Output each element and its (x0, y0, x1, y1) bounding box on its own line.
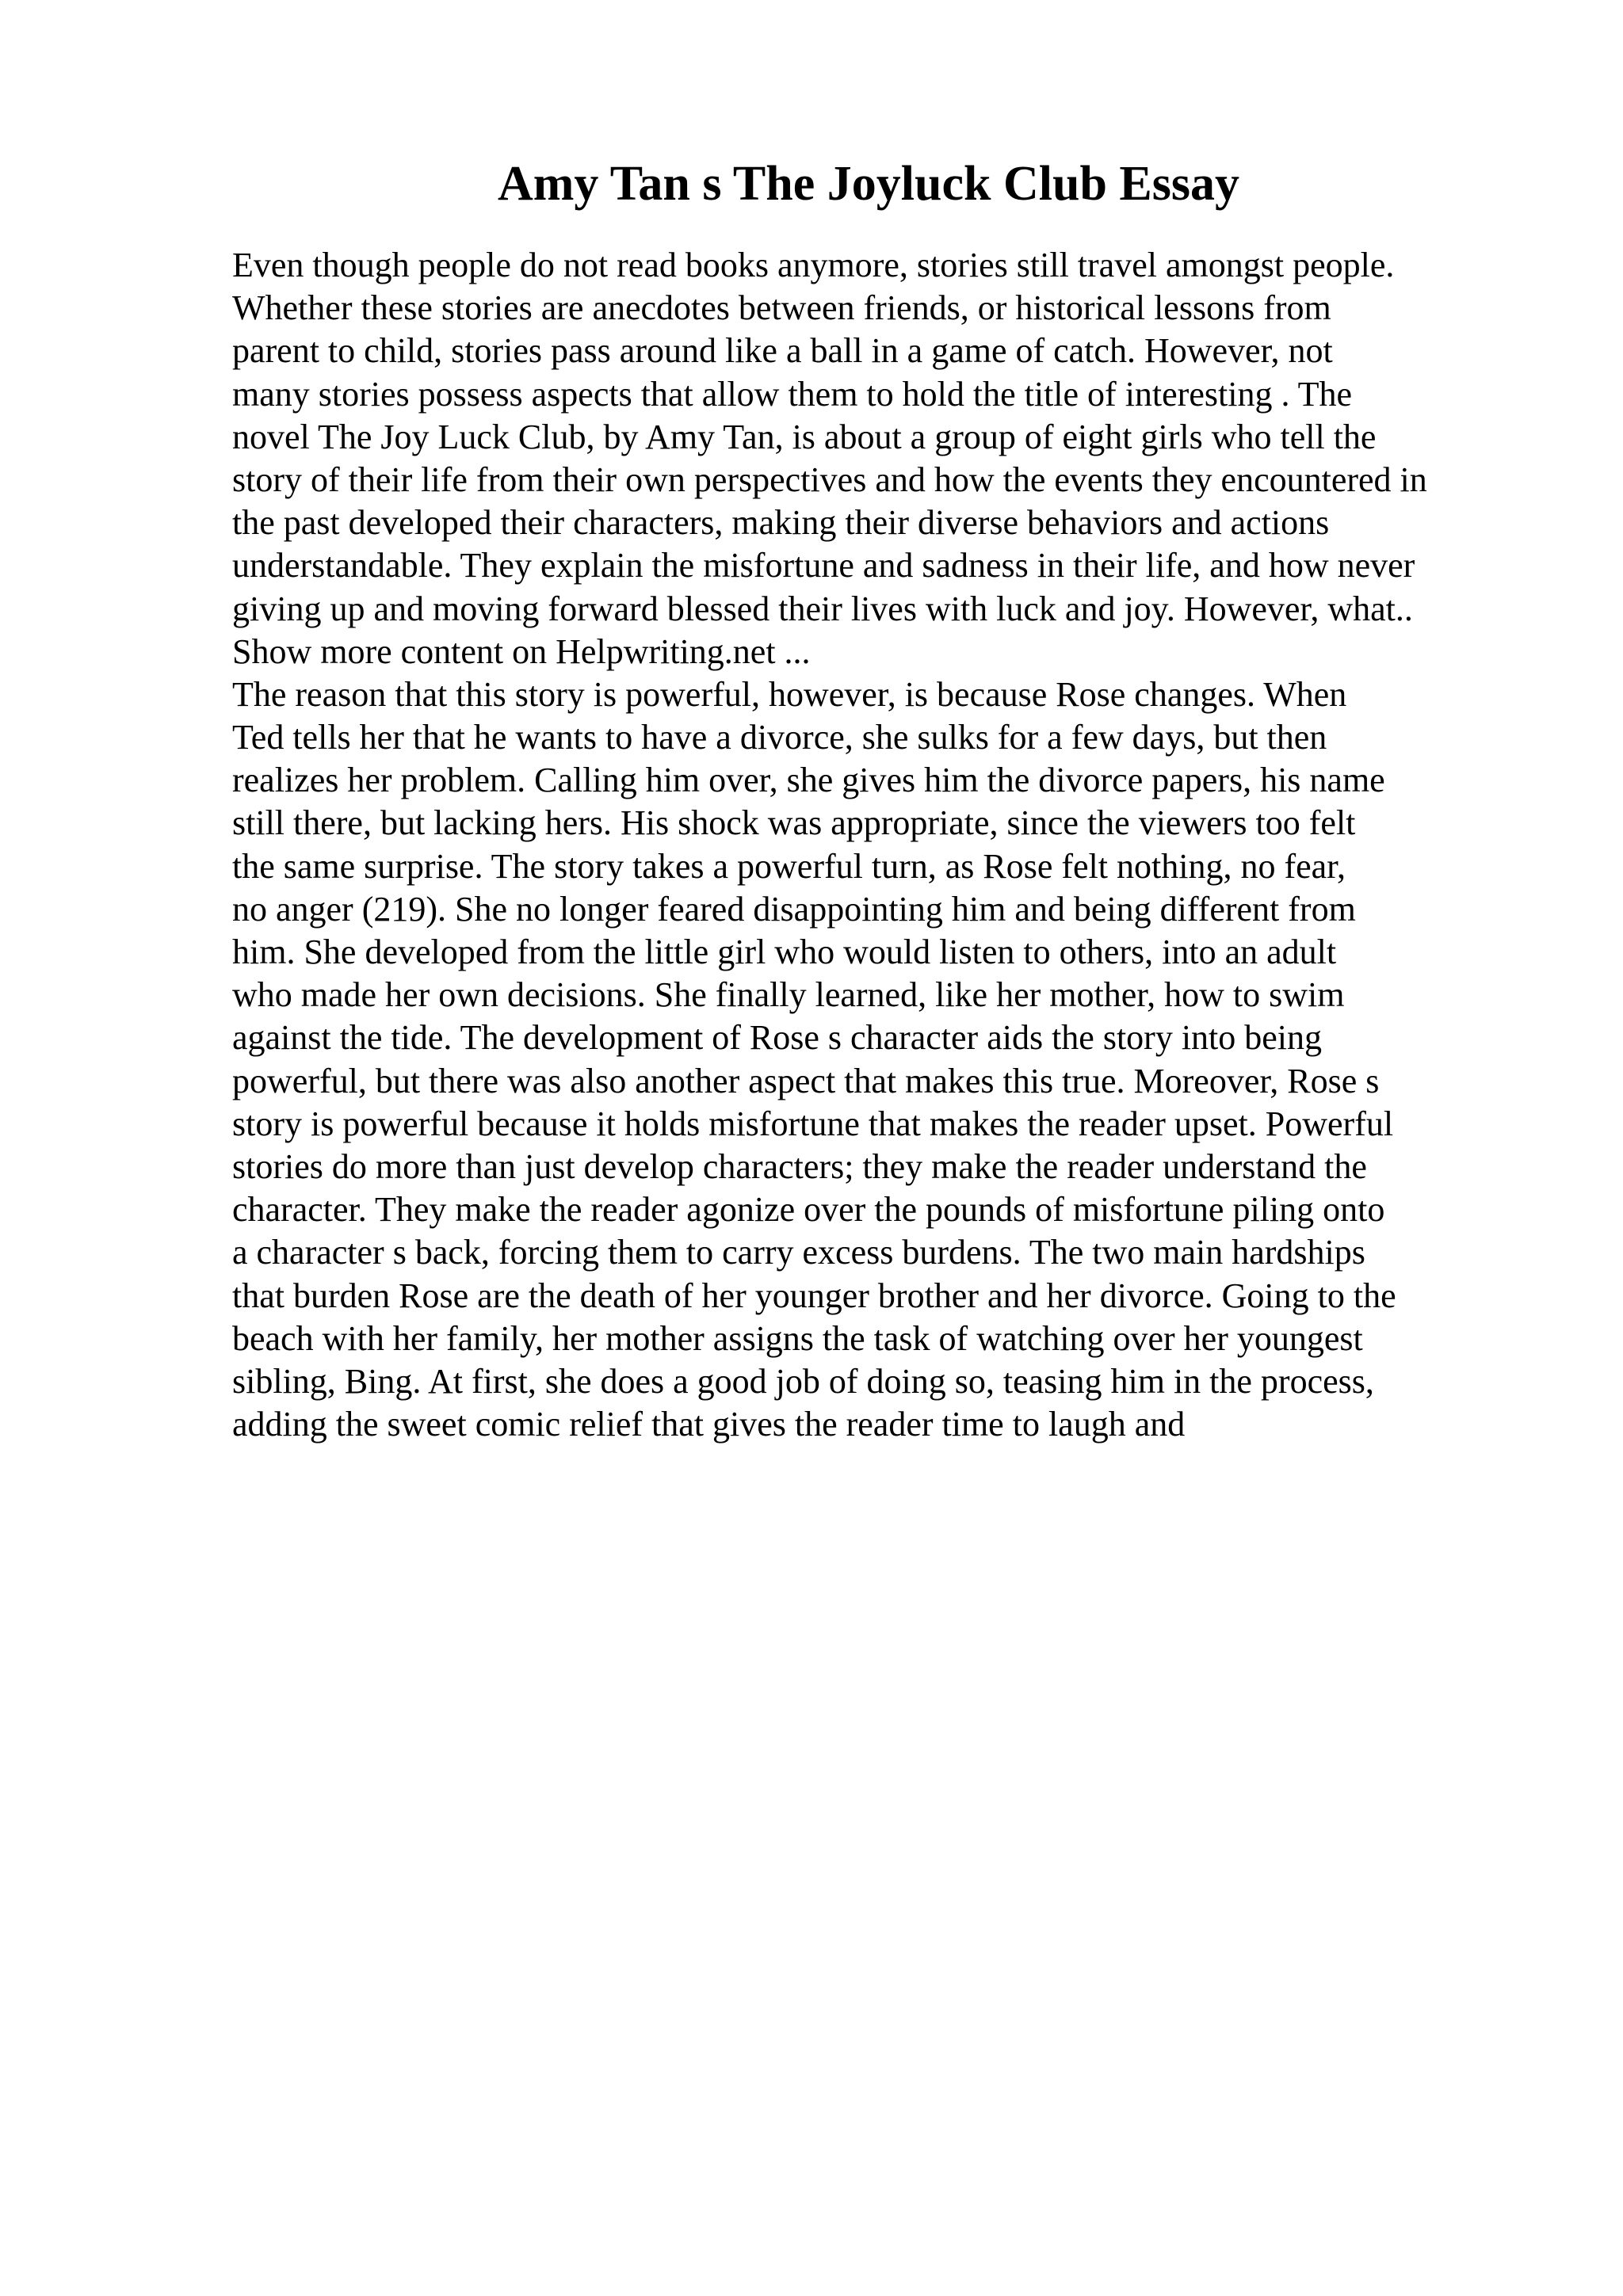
text-line: The reason that this story is powerful, however, is because Rose changes. When (232, 674, 1347, 714)
text-line: story is powerful because it holds misfortune that makes the reader upset. Powerful (232, 1104, 1394, 1143)
text-line: Ted tells her that he wants to have a divorce, she sulks for a few days, but then (232, 718, 1327, 757)
show-more-link[interactable]: Show more content on Helpwriting.net ... (232, 631, 811, 671)
text-line: that burden Rose are the death of her younger brother and her divorce. Going to the (232, 1276, 1396, 1315)
text-line: the same surprise. The story takes a powerful turn, as Rose felt nothing, no fear, (232, 846, 1346, 886)
text-line: giving up and moving forward blessed their lives with luck and joy. However, what.. (232, 589, 1413, 628)
text-line: realizes her problem. Calling him over, she gives him the divorce papers, his name (232, 761, 1385, 800)
text-line: him. She developed from the little girl who would listen to others, into an adult (232, 933, 1337, 971)
text-line: still there, but lacking hers. His shock was appropriate, since the viewers too felt (232, 803, 1356, 843)
text-line: powerful, but there was also another aspect that makes this true. Moreover, Rose s (232, 1061, 1380, 1100)
text-line: beach with her family, her mother assigns the task of watching over her youngest (232, 1318, 1363, 1358)
text-line: character. They make the reader agonize over the pounds of misfortune piling onto (232, 1190, 1385, 1230)
text-line: story of their life from their own perspectives and how the events they encountered in (232, 460, 1427, 499)
text-line: adding the sweet comic relief that gives the reader time to laugh and (232, 1405, 1186, 1444)
document-title: Amy Tan s The Joyluck Club Essay (497, 157, 1240, 211)
text-line: sibling, Bing. At first, she does a good job of doing so, teasing him in the process, (232, 1361, 1374, 1401)
document-body (232, 244, 1595, 1446)
text-line: who made her own decisions. She finally learned, like her mother, how to swim (232, 975, 1345, 1015)
text-line: parent to child, stories pass around like a ball in a game of catch. However, not (232, 331, 1333, 371)
text-line: the past developed their characters, making their diverse behaviors and actions (232, 503, 1330, 543)
text-line: novel The Joy Luck Club, by Amy Tan, is about a group of eight girls who tell the (232, 417, 1377, 456)
text-line: against the tide. The development of Rose s character aids the story into being (232, 1018, 1323, 1058)
text-line: many stories possess aspects that allow them to hold the title of interesting . The (232, 374, 1353, 414)
text-line: no anger (219). She no longer feared disappointing him and being different from (232, 889, 1356, 929)
text-line: stories do more than just develop characters; they make the reader understand the (232, 1146, 1367, 1186)
text-line: a character s back, forcing them to carry excess burdens. The two main hardships (232, 1233, 1365, 1272)
text-line: understandable. They explain the misfortune and sadness in their life, and how never (232, 546, 1415, 585)
text-line: Whether these stories are anecdotes between friends, or historical lessons from (232, 288, 1331, 328)
text-line: Even though people do not read books anymore, stories still travel amongst people. (232, 246, 1395, 284)
